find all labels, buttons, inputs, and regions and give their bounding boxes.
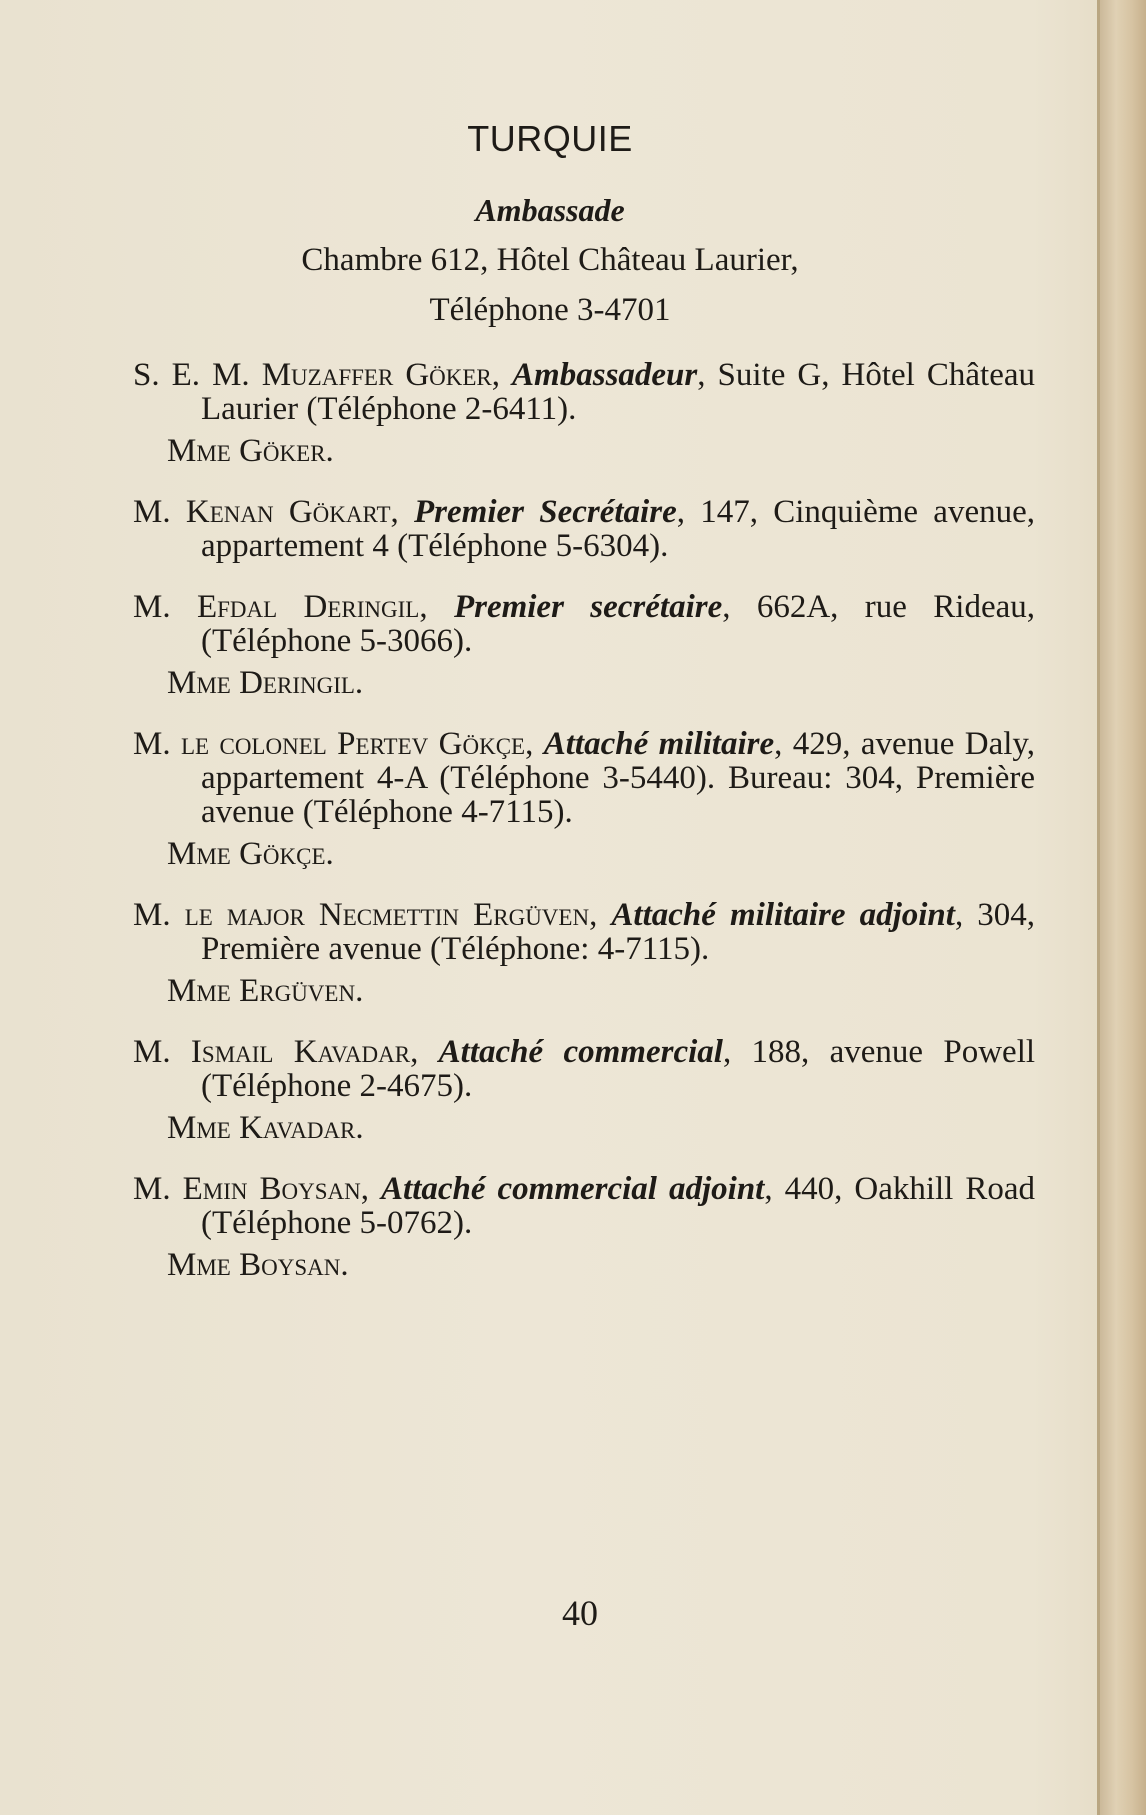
entry-spouse: Mme Deringil.: [167, 665, 364, 701]
entry-title: Premier secrétaire: [453, 589, 723, 625]
staff-list: [133, 358, 1035, 1309]
entry-spouse: Mme Boysan.: [167, 1247, 349, 1283]
entry-prefix: M.: [133, 726, 171, 762]
mission-phone: Téléphone 3-4701: [429, 292, 671, 328]
country-heading: TURQUIE: [467, 118, 633, 159]
entry-spouse: Mme Ergüven.: [167, 973, 364, 1009]
entry-details: 662A, rue Rideau, (Téléphone 5-3066).: [201, 589, 1035, 659]
entry-title: Premier Secrétaire: [414, 494, 677, 530]
entry-title: Attaché militaire: [543, 726, 775, 762]
entry-details: 147, Cinquième avenue, appartement 4 (Téléphone 5-6304).: [201, 494, 1036, 564]
entry-prefix: M.: [133, 1171, 171, 1207]
staff-entry: S. E. M. Muzaffer Göker, Ambassadeur, Suite G, Hôtel Château Laurier (Téléphone 2-6411). Mme Göker.: [133, 357, 1035, 469]
staff-entry: M. Efdal Deringil, Premier secrétaire, 662A, rue Rideau, (Téléphone 5-3066). Mme Deringil.: [133, 589, 1035, 701]
staff-entry: M. le colonel Pertev Gökçe, Attaché militaire, 429, avenue Daly, appartement 4-A (Téléphone 3-5440). Bureau: 304, Première avenue (Téléphone 4-7115). Mme Gökçe.: [133, 726, 1035, 872]
entry-name: Efdal Deringil: [196, 589, 420, 625]
staff-entry: M. le major Necmettin Ergüven, Attaché militaire adjoint, 304, Première avenue (Téléphone: 4-7115). Mme Ergüven.: [133, 897, 1036, 1009]
entry-name: Ismail Kavadar: [190, 1034, 411, 1070]
entry-prefix: M.: [133, 1034, 171, 1070]
staff-entry: M. Kenan Gökart, Premier Secrétaire, 147, Cinquième avenue, appartement 4 (Téléphone 5-6304).: [133, 494, 1036, 564]
entry-spouse: Mme Göker.: [167, 433, 334, 469]
entry-details: 188, avenue Powell (Téléphone 2-4675).: [201, 1034, 1036, 1104]
entry-prefix: M.: [133, 897, 171, 933]
entry-name: Emin Boysan: [182, 1171, 361, 1207]
book-spine: [1100, 0, 1146, 1815]
entry-prefix: M.: [133, 494, 171, 530]
entry-spouse: Mme Kavadar.: [167, 1110, 364, 1146]
entry-prefix: S. E. M.: [133, 357, 250, 393]
entry-details: Suite G, Hôtel Château Laurier (Téléphone 2-6411).: [201, 357, 1035, 427]
entry-prefix: M.: [133, 589, 171, 625]
staff-entry: M. Emin Boysan, Attaché commercial adjoint, 440, Oakhill Road (Téléphone 5-0762). Mme Boysan.: [133, 1171, 1036, 1283]
mission-type: Ambassade: [475, 192, 625, 228]
entry-title: Attaché militaire adjoint: [611, 897, 955, 933]
mission-address: Chambre 612, Hôtel Château Laurier,: [301, 242, 799, 278]
entry-title: Ambassadeur: [512, 357, 698, 393]
entry-name: le colonel Pertev Gökçe: [180, 726, 526, 762]
entry-name: Muzaffer Göker: [261, 357, 492, 393]
entry-details: 304, Première avenue (Téléphone: 4-7115).: [201, 897, 1036, 967]
entry-name: Kenan Gökart: [185, 494, 391, 530]
staff-entry: M. Ismail Kavadar, Attaché commercial, 188, avenue Powell (Téléphone 2-4675). Mme Kavadar.: [133, 1034, 1036, 1146]
entry-details: 440, Oakhill Road (Téléphone 5-0762).: [201, 1171, 1036, 1241]
entry-title: Attaché commercial: [438, 1034, 723, 1070]
page-number: 40: [562, 1593, 598, 1633]
entry-details: 429, avenue Daly, appartement 4-A (Téléphone 3-5440). Bureau: 304, Première avenue (Téléphone 4-7115).: [201, 726, 1035, 830]
entry-spouse: Mme Gökçe.: [167, 836, 334, 872]
entry-name: le major Necmettin Ergüven: [184, 897, 590, 933]
entry-title: Attaché commercial adjoint: [381, 1171, 765, 1207]
